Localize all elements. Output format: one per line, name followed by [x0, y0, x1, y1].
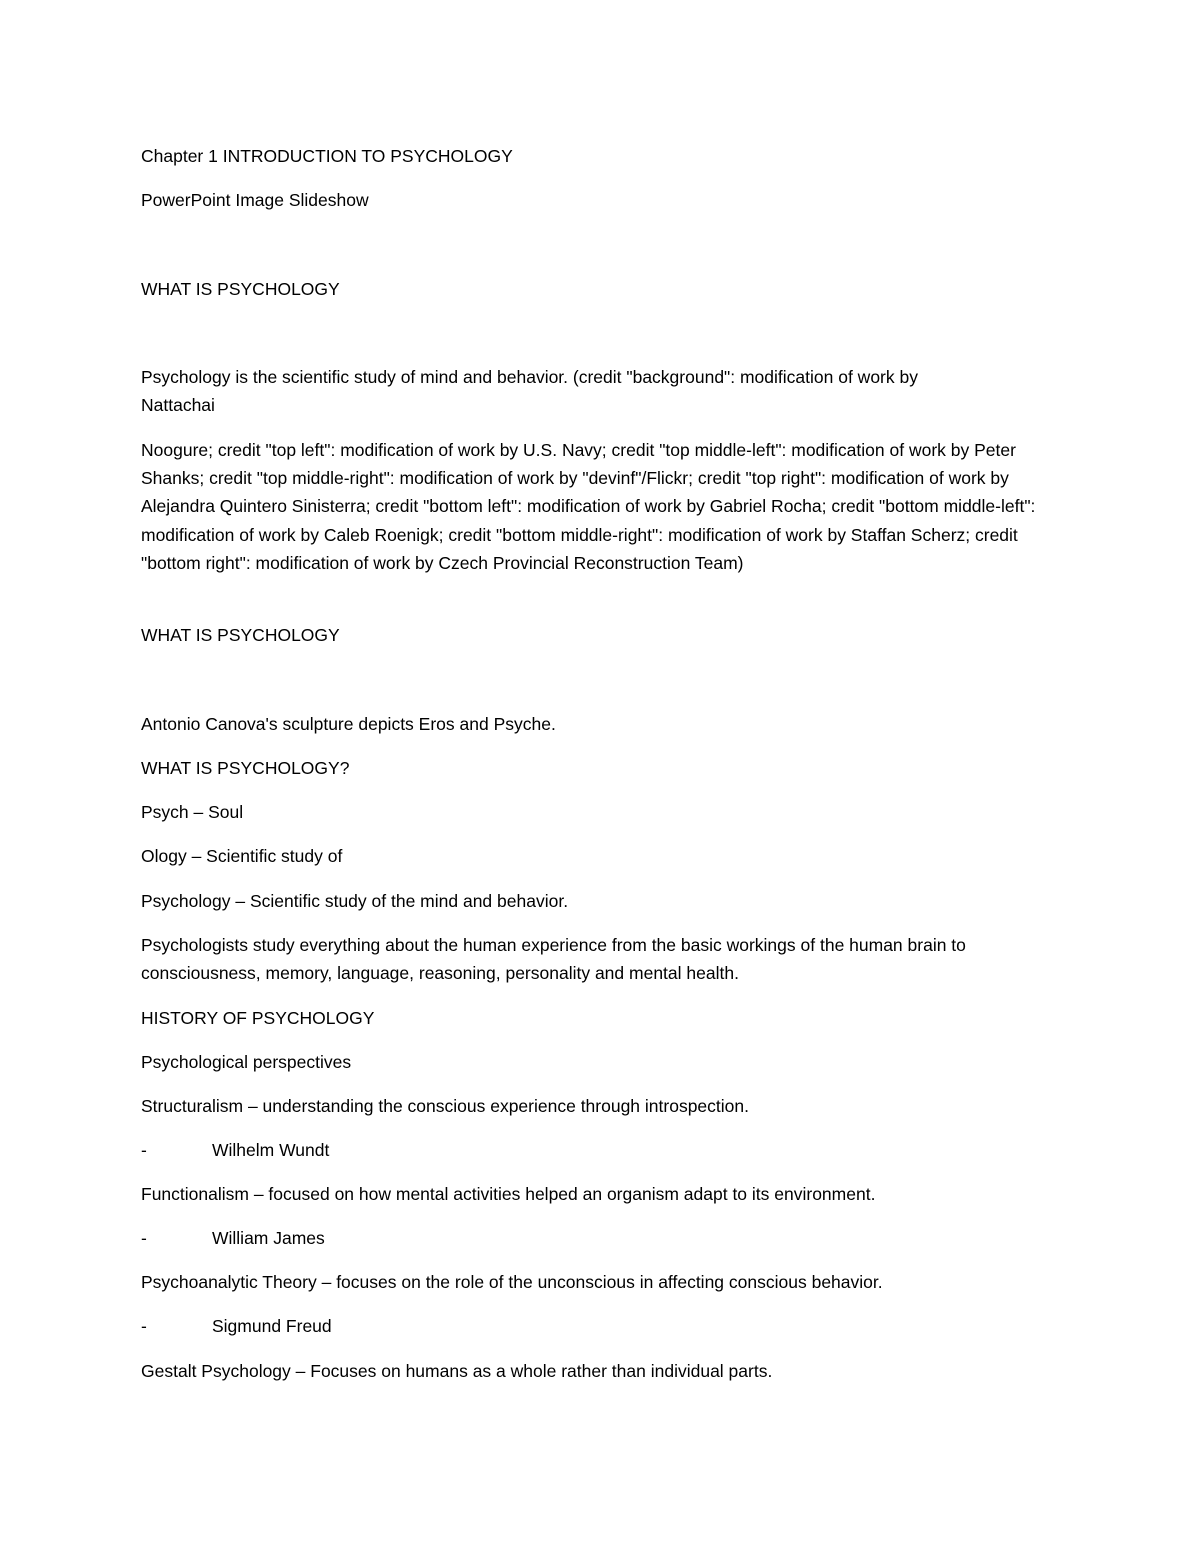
bullet-dash: -	[141, 1140, 147, 1160]
credits-paragraph: Noogure; credit "top left": modification of work by U.S. Navy; credit "top middle-left": modification of work by Peter Shanks; credit "top middle-right": modification of work by "devinf"/Flickr; credit "top right": modification of work by Alejandra Quintero Sinisterra; credit "bottom left": modification of work by Gabriel Rocha; credit "bottom middle-left": modification of work by Caleb Roenigk; credit "bottom middle-right": modification of work by Staffan Scherz; credit "bottom right": modification of work by Czech Provincial Reconstruction Team)	[141, 440, 1036, 573]
bullet-freud: Sigmund Freud	[212, 1316, 332, 1336]
paragraph-line: Nattachai	[141, 395, 215, 415]
perspectives-heading: Psychological perspectives	[141, 1052, 352, 1072]
bullet-james: William James	[212, 1228, 325, 1248]
gestalt-item: Gestalt Psychology – Focuses on humans as a whole rather than individual parts.	[141, 1361, 773, 1381]
psychoanalytic-item: Psychoanalytic Theory – focuses on the role of the unconscious in affecting conscious behavior.	[141, 1272, 883, 1292]
functionalism-item: Functionalism – focused on how mental activities helped an organism adapt to its environment.	[141, 1184, 876, 1204]
heading-what-is-psychology-2: WHAT IS PSYCHOLOGY	[141, 625, 340, 645]
chapter-title: Chapter 1 INTRODUCTION TO PSYCHOLOGY	[141, 146, 513, 166]
definition-psych: Psych – Soul	[141, 802, 244, 822]
definition-ology: Ology – Scientific study of	[141, 846, 343, 866]
bullet-wundt: Wilhelm Wundt	[212, 1140, 330, 1160]
sculpture-caption: Antonio Canova's sculpture depicts Eros and Psyche.	[141, 714, 556, 734]
bullet-dash: -	[141, 1228, 147, 1248]
psychologists-paragraph: Psychologists study everything about the human experience from the basic workings of the human brain to consciousness, memory, language, reasoning, personality and mental health.	[141, 935, 966, 984]
heading-history-of-psychology: HISTORY OF PSYCHOLOGY	[141, 1008, 375, 1028]
heading-what-is-psychology-question: WHAT IS PSYCHOLOGY?	[141, 758, 350, 778]
paragraph-line: Psychology is the scientific study of mind and behavior. (credit "background": modification of work by	[141, 367, 918, 387]
bullet-dash: -	[141, 1316, 147, 1336]
subtitle: PowerPoint Image Slideshow	[141, 190, 369, 210]
heading-what-is-psychology: WHAT IS PSYCHOLOGY	[141, 279, 340, 299]
definition-psychology: Psychology – Scientific study of the mind and behavior.	[141, 891, 569, 911]
structuralism-item: Structuralism – understanding the conscious experience through introspection.	[141, 1096, 749, 1116]
